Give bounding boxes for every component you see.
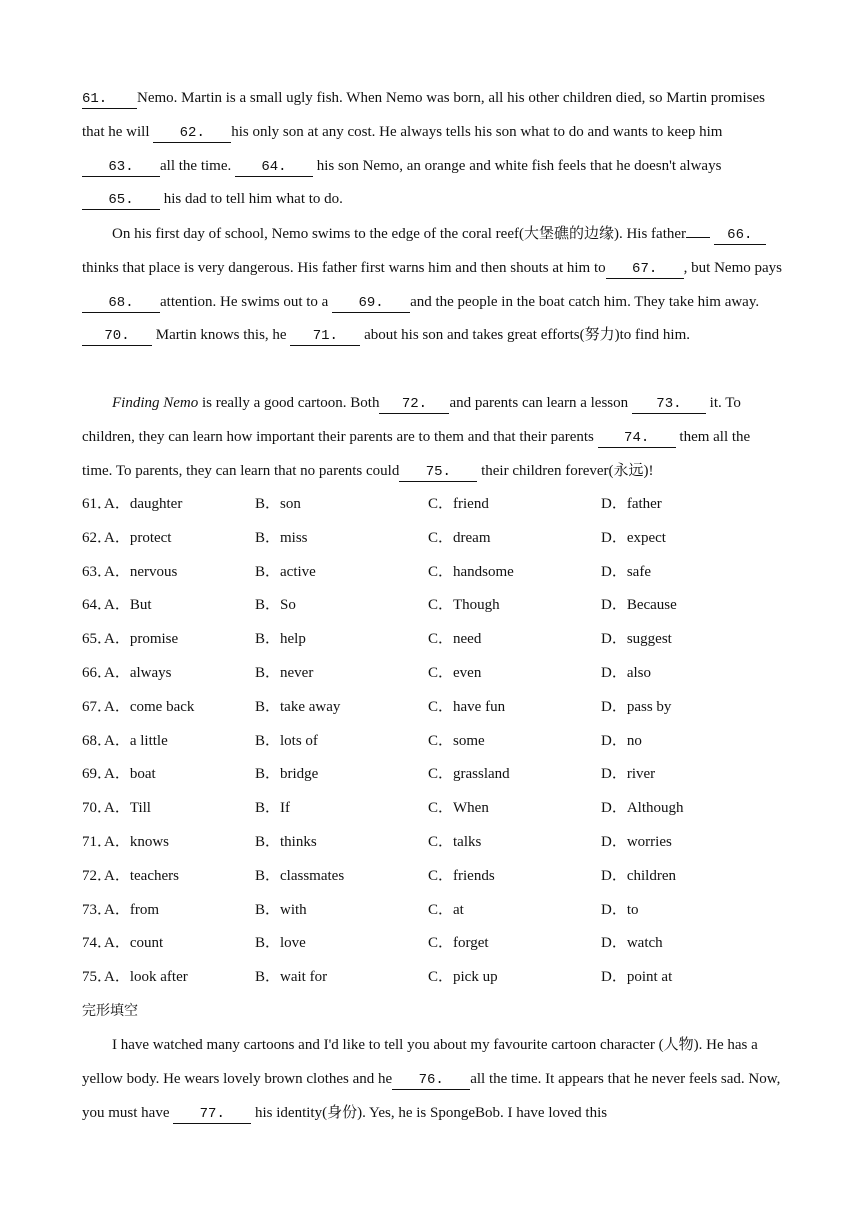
blank-69: 69. (332, 293, 410, 313)
option-d: D．watch (601, 935, 663, 952)
blank-62: 62. (153, 123, 231, 143)
question-number: 61． (82, 496, 113, 512)
option-row (82, 826, 782, 860)
option-d: D．point at (601, 969, 673, 986)
option-b: B．take away (255, 698, 341, 715)
option-a: A．But (104, 597, 152, 614)
option-row (82, 725, 782, 759)
option-a: A．Till (104, 800, 151, 817)
option-d: D．worries (601, 833, 672, 850)
question-number: 70． (82, 800, 113, 817)
option-a: A．boat (104, 766, 156, 783)
option-row (82, 488, 782, 522)
question-number: 68． (82, 732, 113, 749)
question-number: 63． (82, 563, 113, 580)
option-d: D．also (601, 664, 651, 681)
option-c: C．handsome (428, 563, 514, 580)
question-number: 66． (82, 664, 113, 681)
question-number: 62． (82, 529, 113, 546)
option-b: B．thinks (255, 833, 317, 850)
option-a: A．protect (104, 529, 172, 546)
option-a: A．always (104, 664, 172, 681)
blank-64: 64. (235, 157, 313, 177)
option-d: D．children (601, 867, 676, 884)
option-row (82, 522, 782, 556)
option-a: A．daughter (104, 496, 183, 512)
option-b: B．son (255, 496, 301, 512)
passage-paragraph-1: 61. Nemo. Martin is a small ugly fish. When Nemo was born, all his other children died, so Martin promises that he will 62. his only son at any cost. He always tells his son what to do and wants to keep him 63. all the time. 64. his son Nemo, an orange and white fish feels that he doesn't always 65. his dad to tell him what to do. (82, 90, 765, 209)
option-row (82, 792, 782, 826)
question-number: 64． (82, 597, 113, 614)
option-a: A．a little (104, 732, 168, 749)
passage-paragraph-2: On his first day of school, Nemo swims to the edge of the coral reef(大堡礁的边缘). His father 66.thinks that place is very dangerous. His father first warns him and then shouts at him to 67. , but Nemo pays 68. attention. He swims out to a 69. and the people in the boat catch him. They take him away. 70. Martin knows this, he 71. about his son and takes great efforts(努力)to find him. (82, 226, 782, 345)
option-b: B．lots of (255, 732, 318, 749)
passage-paragraph-3: Finding Nemo is really a good cartoon. Both 72. and parents can learn a lesson 73. it. To children, they can learn how important their parents are to them and that their parents 74. them all the time. To parents, they can learn that no parents could 75. their children forever(永远)! (82, 395, 751, 480)
option-c: C．talks (428, 833, 482, 850)
option-d: D．pass by (601, 698, 672, 715)
option-c: C．When (428, 800, 489, 817)
option-c: C．pick up (428, 969, 498, 986)
question-number: 65． (82, 631, 113, 648)
option-c: C．dream (428, 529, 491, 546)
option-d: D．safe (601, 563, 651, 580)
option-a: A．teachers (104, 867, 179, 884)
question-number: 71． (82, 833, 113, 850)
question-number: 72． (82, 867, 113, 884)
options-list (82, 488, 782, 995)
question-number: 67． (82, 698, 113, 715)
blank-75: 75. (399, 462, 477, 482)
blank-76: 76. (392, 1070, 470, 1090)
option-d: D．Because (601, 597, 677, 614)
option-b: B．miss (255, 529, 308, 546)
option-row (82, 961, 782, 995)
option-a: A．nervous (104, 563, 178, 580)
blank-72: 72. (379, 394, 449, 414)
passage2-paragraph-1: I have watched many cartoons and I'd like to tell you about my favourite cartoon character (人物). He has a yellow body. He wears lovely brown clothes and he 76. all the time. It appears that he never feels sad. Now, you must have 77. his identity(身份). Yes, he is SpongeBob. I have loved this (82, 1037, 781, 1122)
blank-74: 74. (598, 428, 676, 448)
option-c: C．grassland (428, 766, 510, 783)
blank-77: 77. (173, 1104, 251, 1124)
option-b: B．classmates (255, 867, 345, 884)
option-a: A．knows (104, 833, 170, 850)
option-d: D．expect (601, 529, 666, 546)
option-a: A．from (104, 901, 159, 918)
option-row (82, 691, 782, 725)
option-row (82, 657, 782, 691)
question-number: 69． (82, 766, 113, 783)
option-c: C．at (428, 901, 464, 918)
blank-66: 66. (714, 225, 766, 245)
option-b: B．never (255, 664, 314, 681)
option-b: B．wait for (255, 969, 328, 986)
blank-70: 70. (82, 326, 152, 346)
blank-67: 67. (606, 259, 684, 279)
option-row (82, 894, 782, 928)
option-d: D．no (601, 732, 642, 749)
section-title: 完形填空 (82, 1003, 138, 1019)
option-a: A．look after (104, 969, 188, 986)
option-row (82, 556, 782, 590)
option-b: B．If (255, 800, 290, 817)
option-a: A．promise (104, 631, 179, 648)
blank-61: 61. (82, 89, 137, 109)
option-b: B．bridge (255, 766, 319, 783)
option-d: D．to (601, 901, 639, 918)
option-c: C．some (428, 732, 485, 749)
option-c: C．friends (428, 867, 495, 884)
question-number: 75． (82, 969, 113, 986)
blank-71: 71. (290, 326, 360, 346)
option-d: D．Although (601, 800, 684, 817)
blank-65: 65. (82, 190, 160, 210)
option-c: C．Though (428, 597, 500, 614)
blank-73: 73. (632, 394, 706, 414)
option-d: D．suggest (601, 631, 672, 648)
option-row (82, 927, 782, 961)
option-c: C．forget (428, 935, 489, 952)
option-a: A．count (104, 935, 164, 952)
option-b: B．help (255, 631, 306, 648)
option-c: C．need (428, 631, 482, 648)
option-row (82, 623, 782, 657)
option-b: B．love (255, 935, 306, 952)
question-number: 73． (82, 901, 113, 918)
blank-68: 68. (82, 293, 160, 313)
option-c: C．even (428, 664, 482, 681)
option-d: D．river (601, 766, 656, 783)
question-number: 74． (82, 935, 113, 952)
option-row (82, 758, 782, 792)
blank-63: 63. (82, 157, 160, 177)
option-a: A．come back (104, 698, 195, 715)
option-b: B．So (255, 597, 296, 614)
option-d: D．father (601, 496, 662, 512)
cartoon-title: Finding Nemo (112, 395, 199, 411)
option-row (82, 589, 782, 623)
option-c: C．friend (428, 496, 489, 512)
option-row (82, 860, 782, 894)
option-c: C．have fun (428, 698, 506, 715)
option-b: B．with (255, 901, 307, 918)
option-b: B．active (255, 563, 316, 580)
